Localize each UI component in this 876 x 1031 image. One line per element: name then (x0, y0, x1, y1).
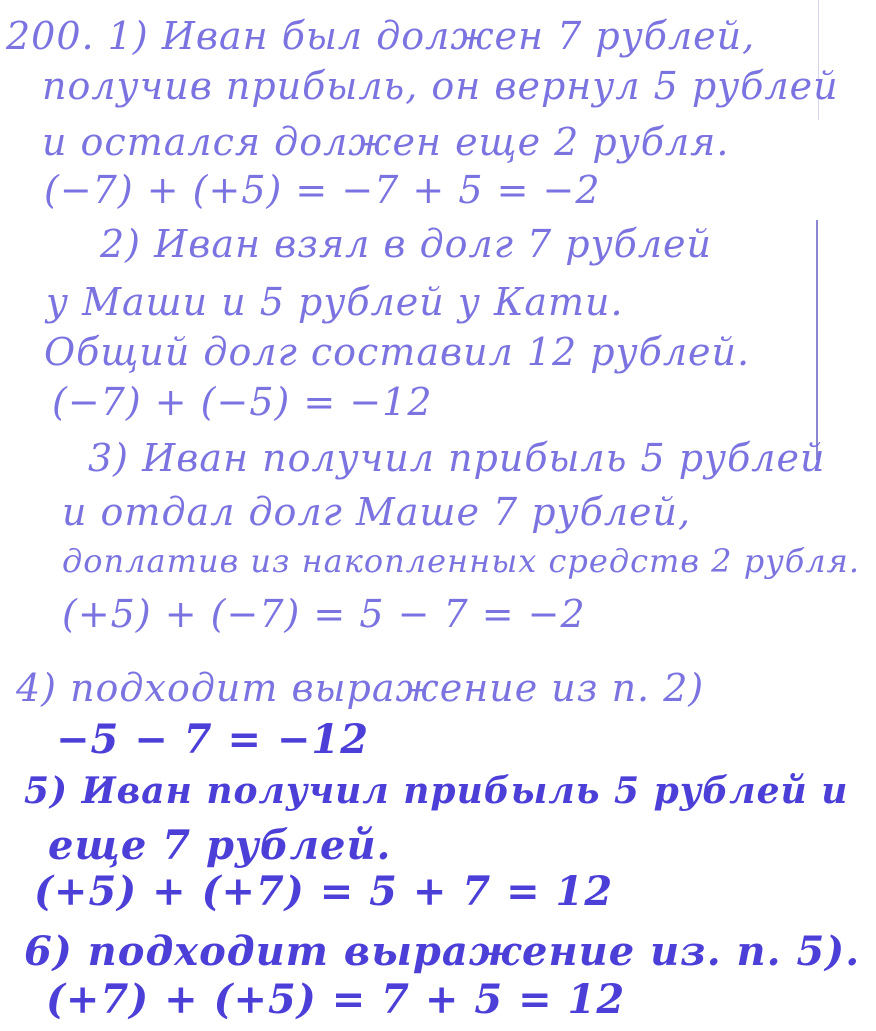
line-2: получив прибыль, он вернул 5 рублей (42, 64, 839, 108)
line-18: 6) подходит выражение из. п. 5). (24, 928, 861, 975)
line-12: (+5) + (−7) = 5 − 7 = −2 (62, 592, 586, 636)
line-11: доплатив из накопленных средств 2 рубля. (62, 542, 861, 580)
line-1: 200. 1) Иван был должен 7 рублей, (6, 14, 756, 58)
line-8: (−7) + (−5) = −12 (52, 380, 433, 424)
line-19: (+7) + (+5) = 7 + 5 = 12 (46, 976, 626, 1023)
line-9: 3) Иван получил прибыль 5 рублей (88, 436, 826, 480)
line-10: и отдал долг Маше 7 рублей, (62, 490, 692, 534)
margin-rule (816, 220, 818, 460)
line-15: 5) Иван получил прибыль 5 рублей и (24, 770, 849, 812)
line-13: 4) подходит выражение из п. 2) (16, 666, 705, 710)
line-16: еще 7 рублей. (48, 822, 392, 869)
line-17: (+5) + (+7) = 5 + 7 = 12 (34, 868, 614, 915)
line-5: 2) Иван взял в долг 7 рублей (100, 222, 712, 266)
line-6: у Маши и 5 рублей у Кати. (46, 280, 624, 324)
line-4: (−7) + (+5) = −7 + 5 = −2 (44, 168, 601, 212)
line-3: и остался должен еще 2 рубля. (42, 120, 730, 164)
line-14: −5 − 7 = −12 (56, 716, 370, 763)
line-7: Общий долг составил 12 рублей. (44, 330, 751, 374)
